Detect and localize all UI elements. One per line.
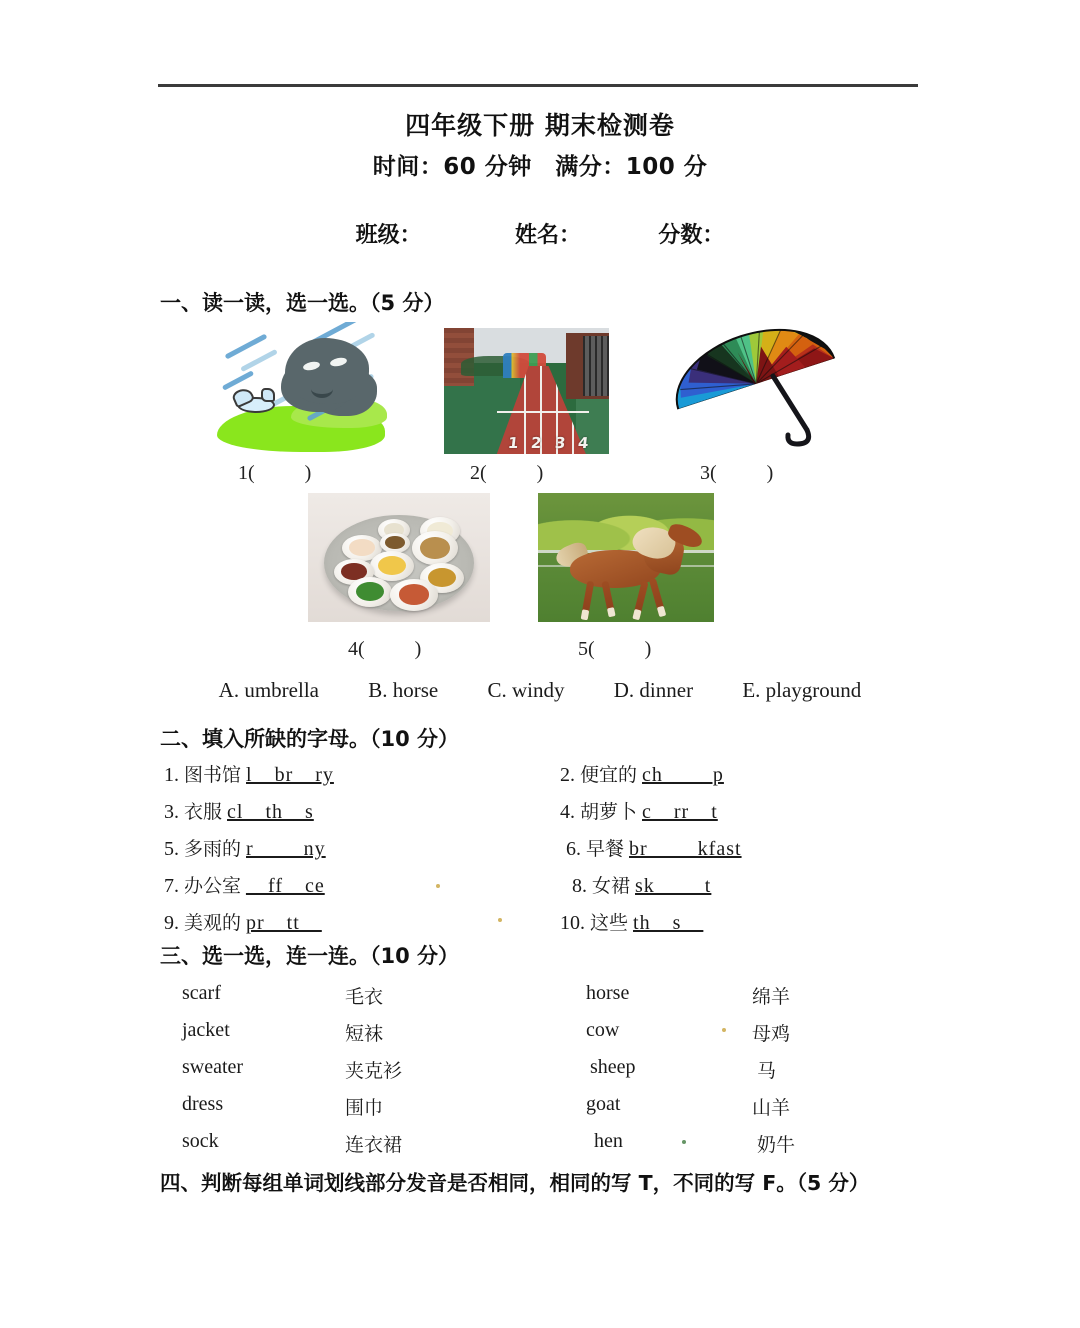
- item-chinese: 胡萝卜: [580, 801, 638, 823]
- item-number: 10.: [560, 912, 585, 934]
- item-number: 5.: [164, 838, 179, 860]
- fill-item-2[interactable]: [560, 760, 724, 787]
- cloud-eye-left: [302, 360, 320, 371]
- match-left-meaning-1[interactable]: 毛衣: [345, 986, 384, 1008]
- item-chinese: 便宜的: [580, 764, 638, 786]
- soup-bowl: [412, 531, 458, 565]
- option-b[interactable]: B. horse: [368, 678, 439, 702]
- item-number: 1.: [164, 764, 179, 786]
- item-number: 3.: [164, 801, 179, 823]
- horse-leg: [632, 580, 648, 619]
- item-number: 6.: [566, 838, 581, 860]
- horse-image: [538, 493, 714, 622]
- page-title: 四年级下册 期末检测卷: [405, 111, 675, 140]
- wind-streak: [222, 370, 254, 390]
- match-right-word-1[interactable]: horse: [586, 982, 630, 1004]
- horse-leg: [580, 580, 594, 619]
- item-chinese: 衣服: [184, 801, 223, 823]
- airplane-icon: [231, 392, 275, 412]
- windy-cartoon-image: [213, 322, 388, 454]
- item-chinese: 这些: [590, 912, 629, 934]
- lane-number-4: 4: [576, 434, 590, 452]
- building-left: [444, 328, 474, 386]
- match-right-meaning-2[interactable]: 母鸡: [752, 1023, 791, 1045]
- match-left-word-4[interactable]: dress: [182, 1093, 224, 1115]
- dish: [348, 577, 392, 607]
- fill-item-9[interactable]: [164, 908, 322, 935]
- option-c[interactable]: C. windy: [487, 678, 565, 702]
- track-crossline: [497, 411, 589, 413]
- match-left-meaning-3[interactable]: 夹克衫: [345, 1060, 403, 1082]
- score-label: 分数：: [658, 223, 725, 248]
- scan-speck: [682, 1140, 686, 1144]
- item-number: 4.: [560, 801, 575, 823]
- option-a[interactable]: A. umbrella: [218, 678, 319, 702]
- item-number: 2.: [560, 764, 575, 786]
- scan-speck: [722, 1028, 726, 1032]
- item-number: 8.: [572, 875, 587, 897]
- section-one-options: [0, 678, 1080, 703]
- match-left-word-1[interactable]: scarf: [182, 982, 221, 1004]
- dish-food: [399, 584, 430, 604]
- item-number: 9.: [164, 912, 179, 934]
- item-word[interactable]: __ff__ce: [246, 875, 325, 897]
- playground-track-image: [444, 328, 609, 454]
- match-left-word-3[interactable]: sweater: [182, 1056, 244, 1078]
- item-chinese: 办公室: [184, 875, 242, 897]
- match-right-word-3[interactable]: sheep: [590, 1056, 636, 1078]
- class-label: 班级：: [355, 223, 422, 248]
- item-word[interactable]: c__rr__t: [642, 801, 718, 823]
- section-four-heading: 四、判断每组单词划线部分发音是否相同，相同的写 T，不同的写 F。（5 分）: [160, 1171, 870, 1195]
- lane-line: [524, 366, 526, 454]
- wind-streak: [240, 349, 278, 372]
- item-chinese: 女裙: [592, 875, 631, 897]
- option-d[interactable]: D. dinner: [613, 678, 694, 702]
- item-word[interactable]: r__ __ny: [246, 838, 326, 860]
- dish-food: [378, 556, 406, 575]
- fill-item-10[interactable]: [560, 908, 703, 935]
- match-right-word-5[interactable]: hen: [594, 1130, 623, 1152]
- dinner-table-image: [308, 493, 490, 622]
- match-right-meaning-3[interactable]: 马: [757, 1060, 777, 1082]
- horse-leg: [649, 578, 666, 617]
- item-chinese: 多雨的: [184, 838, 242, 860]
- lane-number-3: 3: [553, 434, 566, 452]
- picture-caption-3: 3( ): [700, 462, 774, 484]
- horse-hoof: [607, 607, 616, 618]
- picture-caption-1: 1( ): [238, 462, 312, 484]
- match-left-meaning-5[interactable]: 连衣裙: [345, 1134, 403, 1156]
- horse-hoof: [632, 608, 641, 619]
- scan-speck: [498, 918, 502, 922]
- match-right-meaning-4[interactable]: 山羊: [752, 1097, 791, 1119]
- picture-caption-2: 2( ): [470, 462, 544, 484]
- match-left-meaning-2[interactable]: 短袜: [345, 1023, 384, 1045]
- item-word[interactable]: l__br__ry: [246, 764, 334, 786]
- round-table: [324, 515, 474, 611]
- item-chinese: 美观的: [184, 912, 242, 934]
- fill-item-7[interactable]: [164, 871, 325, 898]
- fill-item-3[interactable]: [164, 797, 314, 824]
- cloud-eye-right: [329, 356, 347, 367]
- fill-item-1[interactable]: [164, 760, 334, 787]
- wind-cloud-face: [285, 338, 369, 404]
- item-word[interactable]: br__ __kfast: [629, 838, 742, 860]
- match-right-meaning-1[interactable]: 绵羊: [752, 986, 791, 1008]
- match-left-word-5[interactable]: sock: [182, 1130, 219, 1152]
- dish-food: [349, 539, 375, 556]
- section-three-heading: 三、选一选，连一连。（10 分）: [160, 944, 460, 968]
- match-right-meaning-5[interactable]: 奶牛: [757, 1134, 796, 1156]
- fill-item-4[interactable]: [560, 797, 718, 824]
- horse-hoof: [657, 605, 666, 617]
- item-word[interactable]: th__s__: [633, 912, 704, 934]
- item-word[interactable]: cl__th__s: [227, 801, 314, 823]
- scan-speck: [436, 884, 440, 888]
- match-left-meaning-4[interactable]: 围巾: [345, 1097, 384, 1119]
- header-divider: [158, 84, 918, 87]
- picture-caption-4: 4( ): [348, 638, 422, 660]
- horse-hoof: [580, 609, 589, 620]
- item-word[interactable]: pr__tt__: [246, 912, 322, 934]
- item-chinese: 图书馆: [184, 764, 242, 786]
- dish: [370, 551, 414, 581]
- item-number: 7.: [164, 875, 179, 897]
- fill-item-6[interactable]: [566, 834, 742, 861]
- plane-tail: [261, 388, 275, 402]
- lane-number-1: 1: [507, 434, 520, 452]
- name-label: 姓名：: [514, 223, 581, 248]
- match-left-word-2[interactable]: jacket: [182, 1019, 230, 1041]
- dish: [380, 533, 410, 553]
- item-chinese: 早餐: [586, 838, 625, 860]
- fill-item-5[interactable]: [164, 834, 326, 861]
- item-word[interactable]: ch__ __p: [642, 764, 724, 786]
- fence-icon: [583, 336, 609, 396]
- fill-item-8[interactable]: [572, 871, 711, 898]
- dish-food: [385, 536, 404, 549]
- dish-food: [420, 537, 449, 559]
- umbrella-svg: [655, 318, 855, 458]
- match-right-word-4[interactable]: goat: [586, 1093, 621, 1115]
- student-info-row: [0, 218, 1080, 249]
- section-one-heading: 一、读一读，选一选。（5 分）: [160, 291, 445, 315]
- match-right-word-2[interactable]: cow: [586, 1019, 620, 1041]
- item-word[interactable]: sk__ __t: [635, 875, 712, 897]
- lane-number-2: 2: [530, 434, 543, 452]
- cloud-mouth: [311, 380, 333, 398]
- dish: [390, 579, 438, 611]
- rainbow-umbrella-image: [655, 318, 855, 458]
- dish-food: [356, 582, 384, 601]
- option-e[interactable]: E. playground: [742, 678, 862, 702]
- picture-caption-5: 5( ): [578, 638, 652, 660]
- exam-subtitle: 时间：60 分钟 满分：100 分: [372, 154, 708, 180]
- section-two-heading: 二、填入所缺的字母。（10 分）: [160, 727, 460, 751]
